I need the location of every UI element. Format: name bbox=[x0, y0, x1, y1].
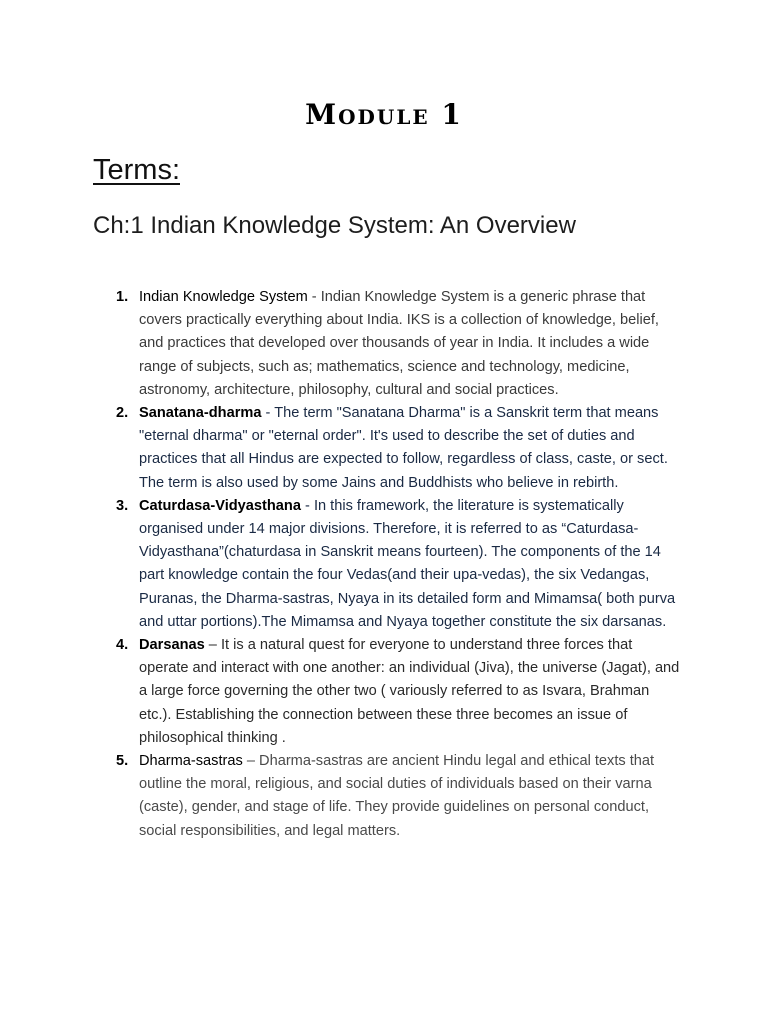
term-number: 5. bbox=[116, 753, 129, 770]
term-item-indian-knowledge-system bbox=[112, 286, 682, 402]
term-item-caturdasa-vidyasthana bbox=[112, 495, 682, 634]
term-name: Caturdasa-Vidyasthana bbox=[139, 497, 301, 514]
terms-heading: Terms: bbox=[93, 154, 180, 186]
term-separator: – bbox=[204, 637, 221, 654]
term-list bbox=[112, 286, 682, 843]
term-name: Dharma-sastras bbox=[139, 753, 243, 770]
term-name: Darsanas bbox=[139, 637, 205, 654]
term-definition: The term "Sanatana Dharma" is a Sanskrit term that means "eternal dharma" or "eternal order". It's used to describe the set of duties and practices that all Hindus are expected to follow, regardless of class, caste, or sect. The term is also used by some Jains and Buddhists who believe in rebirth. bbox=[139, 405, 668, 491]
module-title: Module 1 bbox=[305, 98, 463, 131]
term-separator: - bbox=[261, 405, 275, 422]
term-definition: In this framework, the literature is systematically organised under 14 major divisions. Therefore, it is referred to as “Caturdasa-Vidyasthana”(chaturdasa in Sanskrit means fourteen). The components of the 14 part knowledge contain the four Vedas(and their upa-vedas), the six Vedangas, Puranas, the Dharma-sastras, Nyaya in its detailed form and Mimamsa( both purva and uttar portions).The Mimamsa and Nyaya together constitute the six darsanas. bbox=[139, 497, 676, 630]
term-number: 3. bbox=[116, 497, 129, 514]
term-definition: Indian Knowledge System is a generic phrase that covers practically everything about India. IKS is a collection of knowledge, belief, and practices that developed over thousands of year in India. It includes a wide range of subjects, such as; mathematics, science and technology, medicine, astronomy, architecture, philosophy, cultural and social practices. bbox=[139, 289, 659, 398]
term-name: Sanatana-dharma bbox=[139, 405, 262, 422]
term-definition: It is a natural quest for everyone to understand three forces that operate and interact with one another: an individual (Jiva), the universe (Jagat), and a large force governing the other two ( variously referred to as Isvara, Brahman etc.). Establishing the connection between these three becomes an issue of philosophical thinking . bbox=[139, 637, 680, 746]
term-definition: Dharma-sastras are ancient Hindu legal and ethical texts that outline the moral, religious, and social duties of individuals based on their varna (caste), gender, and stage of life. They provide guidelines on personal conduct, social responsibilities, and legal matters. bbox=[139, 753, 655, 839]
chapter-heading: Ch:1 Indian Knowledge System: An Overview bbox=[93, 212, 576, 239]
term-number: 2. bbox=[116, 405, 129, 422]
term-item-sanatana-dharma bbox=[112, 402, 682, 495]
term-separator: - bbox=[307, 289, 321, 305]
term-separator: – bbox=[242, 753, 260, 770]
term-item-darsanas bbox=[112, 634, 682, 750]
term-number: 1. bbox=[116, 289, 129, 305]
term-item-dharma-sastras bbox=[112, 750, 682, 843]
term-number: 4. bbox=[116, 637, 129, 654]
term-name: Indian Knowledge System bbox=[139, 289, 308, 305]
term-separator: - bbox=[300, 497, 314, 514]
